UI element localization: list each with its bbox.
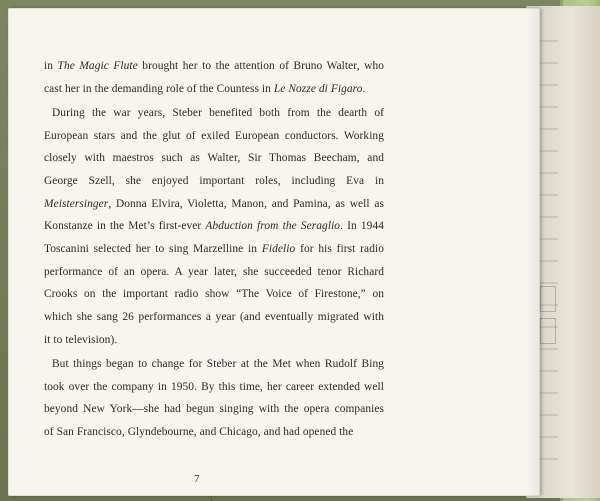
text-line: cast her in the demanding role of the Countess in Le Nozze di Figaro. [44,82,366,95]
text-line: of San Francisco, Glyndebourne, and Chicago, and had opened the [44,426,354,438]
paragraph [44,102,384,352]
text-line: Konstanze in the Met’s first-ever Abduction from the Seraglio. In 1944 [44,220,384,233]
page-number: 7 [194,473,200,485]
text-line: Crooks on the important radio show “The Voice of Firestone,” on [44,288,384,301]
text-line: closely with maestros such as Walter, Sir Thomas Beecham, and [44,152,384,165]
text-line: took over the company in 1950. By this time, her career extended well [44,380,384,393]
text-line: performance of an opera. A year later, she succeeded tenor Richard [44,265,384,278]
text-line: it to television). [44,333,118,346]
text-line: Meistersinger, Donna Elvira, Violetta, Manon, and Pamina, as well as [44,197,384,210]
underlying-page-mark [540,318,556,344]
text-line: Toscanini selected her to sing Marzelline in Fidelio for his first radio [44,243,384,255]
book-page [8,8,540,496]
text-line: During the war years, Steber benefited both from the dearth of [52,106,384,119]
text-line: George Szell, she enjoyed important roles, including Eva in [44,174,384,187]
text-line: beyond New York—she had begun singing with the opera companies [44,403,384,416]
text-line: European stars and the glut of exiled European conductors. Working [44,129,384,142]
paragraph [44,55,384,100]
underlying-page-mark [540,286,556,312]
text-line: which she sang 26 performances a year (and eventually migrated with [44,311,384,324]
paragraph [44,353,384,444]
body-text [44,55,384,444]
text-line: But things began to change for Steber at the Met when Rudolf Bing [52,357,384,370]
text-line: in The Magic Flute brought her to the attention of Bruno Walter, who [44,60,385,72]
